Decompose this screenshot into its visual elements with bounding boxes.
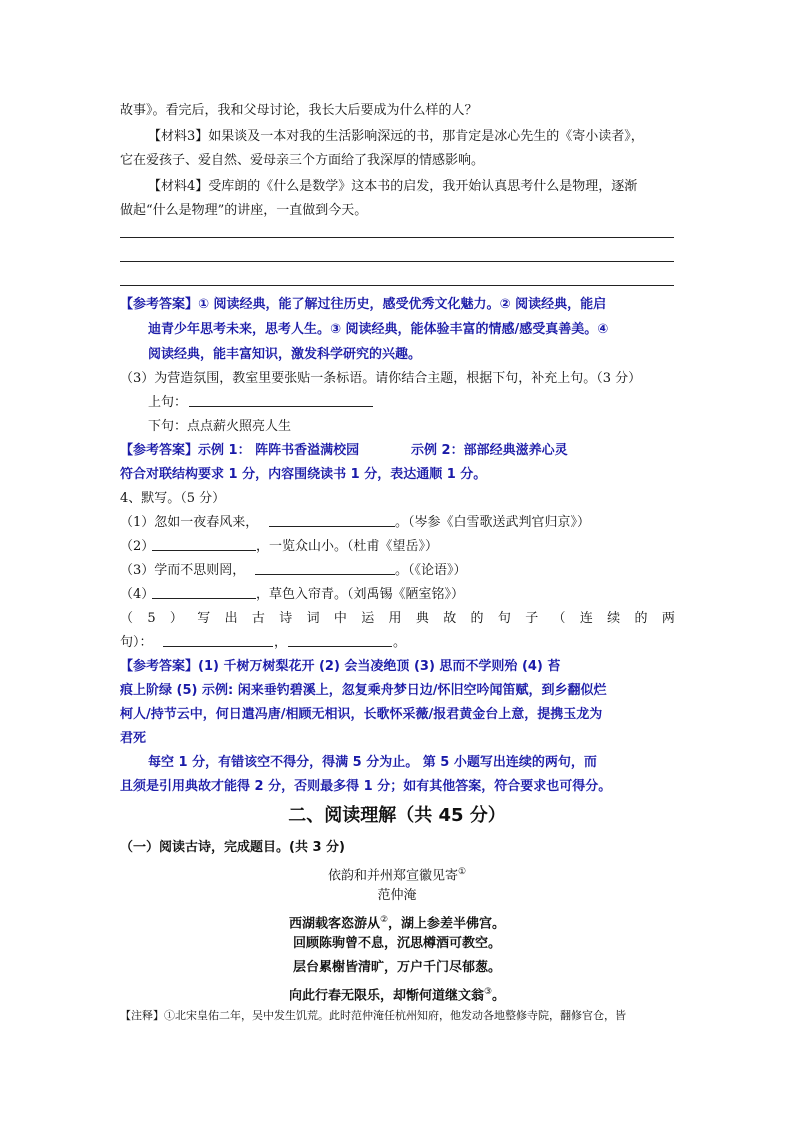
reference-answer-line: 【参考答案】① 阅读经典，能了解过往历史，感受优秀文化魅力。② 阅读经典，能启 bbox=[120, 297, 607, 312]
recitation-item-5-char: （ bbox=[552, 611, 566, 626]
recitation-blank[interactable] bbox=[163, 646, 273, 647]
recitation-item-5-char: 中 bbox=[333, 611, 347, 626]
recitation-period: 。 bbox=[393, 635, 407, 650]
reference-answer-line: 示例 2：部部经典滋养心灵 bbox=[411, 443, 568, 458]
recitation-item-5-char: 子 bbox=[525, 611, 539, 626]
subsection-heading: （一）阅读古诗，完成题目。(共 3 分) bbox=[120, 840, 345, 855]
recitation-item-5-char: 故 bbox=[443, 611, 457, 626]
poem-title bbox=[0, 862, 794, 886]
poem-author: 范仲淹 bbox=[377, 888, 417, 903]
reference-answer-line: 迪青少年思考未来，思考人生。③ 阅读经典，能体验丰富的情感/感受真善美。④ bbox=[148, 322, 609, 337]
upper-line-blank[interactable] bbox=[189, 406, 373, 407]
footnote-text: 【注释】①北宋皇佑二年，吴中发生饥荒。此时范仲淹任杭州知府，他发动各地整修寺院，翻修官仓，皆 bbox=[120, 1009, 626, 1022]
poem-line bbox=[0, 910, 794, 934]
recitation-item-5-char: （ bbox=[120, 611, 134, 626]
recitation-source: 。（《论语》） bbox=[395, 563, 467, 578]
recitation-item-5-line1 bbox=[120, 609, 675, 629]
recitation-blank[interactable] bbox=[288, 646, 392, 647]
poem-line bbox=[0, 982, 794, 1006]
recitation-blank[interactable] bbox=[152, 598, 256, 599]
recitation-blank[interactable] bbox=[255, 574, 395, 575]
material-4-line: 做起“什么是物理”的讲座，一直做到今天。 bbox=[120, 203, 368, 218]
upper-line-label: 上句： bbox=[148, 395, 188, 410]
recitation-item-5-char: 词 bbox=[306, 611, 320, 626]
recitation-item-5-char: 句 bbox=[497, 611, 511, 626]
recitation-item-1: （1）忽如一夜春风来， bbox=[120, 515, 259, 530]
recitation-item-5-char: 的 bbox=[634, 611, 648, 626]
reference-answer-line: 符合对联结构要求 1 分，内容围绕读书 1 分，表达通顺 1 分。 bbox=[120, 467, 487, 482]
recitation-blank[interactable] bbox=[152, 550, 256, 551]
poem-title-text: 依韵和并州郑宣徽见寄 bbox=[327, 868, 458, 884]
recitation-item-4: （4） bbox=[120, 587, 155, 602]
reference-answer-line: 且须是引用典故才能得 2 分，否则最多得 1 分；如有其他答案，符合要求也可得分。 bbox=[120, 779, 612, 794]
recitation-blank[interactable] bbox=[269, 526, 395, 527]
poem-line-text: ，湖上参差半佛宫。 bbox=[388, 916, 506, 932]
recitation-comma: ， bbox=[274, 635, 288, 650]
recitation-item-5-char: 用 bbox=[388, 611, 402, 626]
recitation-item-5-line2: 句）： bbox=[120, 635, 153, 650]
recitation-source: ，草色入帘青。（刘禹锡《陋室铭》） bbox=[256, 587, 465, 602]
poem-line-text: 向此行春无限乐，却惭何道继文翁 bbox=[288, 988, 484, 1004]
reference-answer-line: 痕上阶绿 (5) 示例: 闲来垂钓碧溪上，忽复乘舟梦日边/怀旧空吟闻笛赋，到乡翻似烂 bbox=[120, 683, 607, 698]
answer-writing-line[interactable] bbox=[120, 261, 674, 262]
material-4-line: 【材料4】受库朗的《什么是数学》这本书的启发，我开始认真思考什么是物理，逐渐 bbox=[148, 179, 638, 194]
recitation-item-5-char: ） bbox=[169, 611, 183, 626]
section-heading: 二、阅读理解（共 45 分） bbox=[288, 805, 506, 826]
material-3-line: 它在爱孩子、爱自然、爱母亲三个方面给了我深厚的情感影响。 bbox=[120, 153, 485, 168]
answer-writing-line[interactable] bbox=[120, 285, 674, 286]
recitation-item-5-char: 5 bbox=[147, 611, 156, 626]
recitation-item-5-char: 的 bbox=[470, 611, 484, 626]
reference-answer-line: 阅读经典，能丰富知识，激发科学研究的兴趣。 bbox=[148, 347, 422, 362]
poem-line: 回顾陈驹曾不息，沉思樽酒可教空。 bbox=[292, 936, 501, 951]
recitation-source: 。（岑参《白雪歌送武判官归京》） bbox=[395, 515, 591, 530]
footnote-marker: ① bbox=[457, 867, 467, 877]
reference-answer-line: 【参考答案】(1) 千树万树梨花开 (2) 会当凌绝顶 (3) 思而不学则殆 (4) 苔 bbox=[120, 659, 561, 674]
reference-answer-line: 君死 bbox=[120, 731, 147, 746]
recitation-item-5-char: 续 bbox=[607, 611, 621, 626]
recitation-item-5-char: 运 bbox=[361, 611, 375, 626]
recitation-item-5-char: 出 bbox=[224, 611, 238, 626]
recitation-item-5-char: 诗 bbox=[279, 611, 293, 626]
footnote-marker: ② bbox=[379, 915, 389, 925]
recitation-item-5-char: 典 bbox=[415, 611, 429, 626]
poem-line-text: 。 bbox=[492, 988, 506, 1004]
recitation-item-5-char: 写 bbox=[197, 611, 211, 626]
poem-line-text: 西湖载客恣游从 bbox=[288, 916, 380, 932]
question-4-title: 4、默写。（5 分） bbox=[120, 491, 226, 506]
material-3-line: 【材料3】如果谈及一本对我的生活影响深远的书，那肯定是冰心先生的《寄小读者》， bbox=[148, 129, 644, 144]
recitation-item-5-char: 连 bbox=[579, 611, 593, 626]
recitation-item-3: （3）学而不思则罔， bbox=[120, 563, 246, 578]
footnote-marker: ③ bbox=[483, 987, 493, 997]
recitation-item-5-char: 古 bbox=[251, 611, 265, 626]
answer-writing-line[interactable] bbox=[120, 237, 674, 238]
material-text-line: 故事》。看完后，我和父母讨论，我长大后要成为什么样的人？ bbox=[120, 103, 478, 118]
recitation-source: ，一览众山小。（杜甫《望岳》） bbox=[256, 539, 439, 554]
reference-answer-line: 柯人/持节云中，何日遣冯唐/相顾无相识，长歌怀采薇/报君黄金台上意，提携玉龙为 bbox=[120, 707, 603, 722]
reference-answer-line: 【参考答案】示例 1： 阵阵书香溢满校园 bbox=[120, 443, 360, 458]
poem-line: 层台累榭皆清旷，万户千门尽郁葱。 bbox=[292, 960, 501, 975]
reference-answer-line: 每空 1 分，有错该空不得分，得满 5 分为止。 第 5 小题写出连续的两句，而 bbox=[148, 755, 597, 770]
lower-line-text: 下句：点点薪火照亮人生 bbox=[148, 419, 292, 434]
recitation-item-2: （2） bbox=[120, 539, 155, 554]
question-3-prompt: （3）为营造氛围，教室里要张贴一条标语。请你结合主题，根据下句，补充上句。（3 分） bbox=[120, 371, 642, 386]
recitation-item-5-char: 两 bbox=[661, 611, 675, 626]
